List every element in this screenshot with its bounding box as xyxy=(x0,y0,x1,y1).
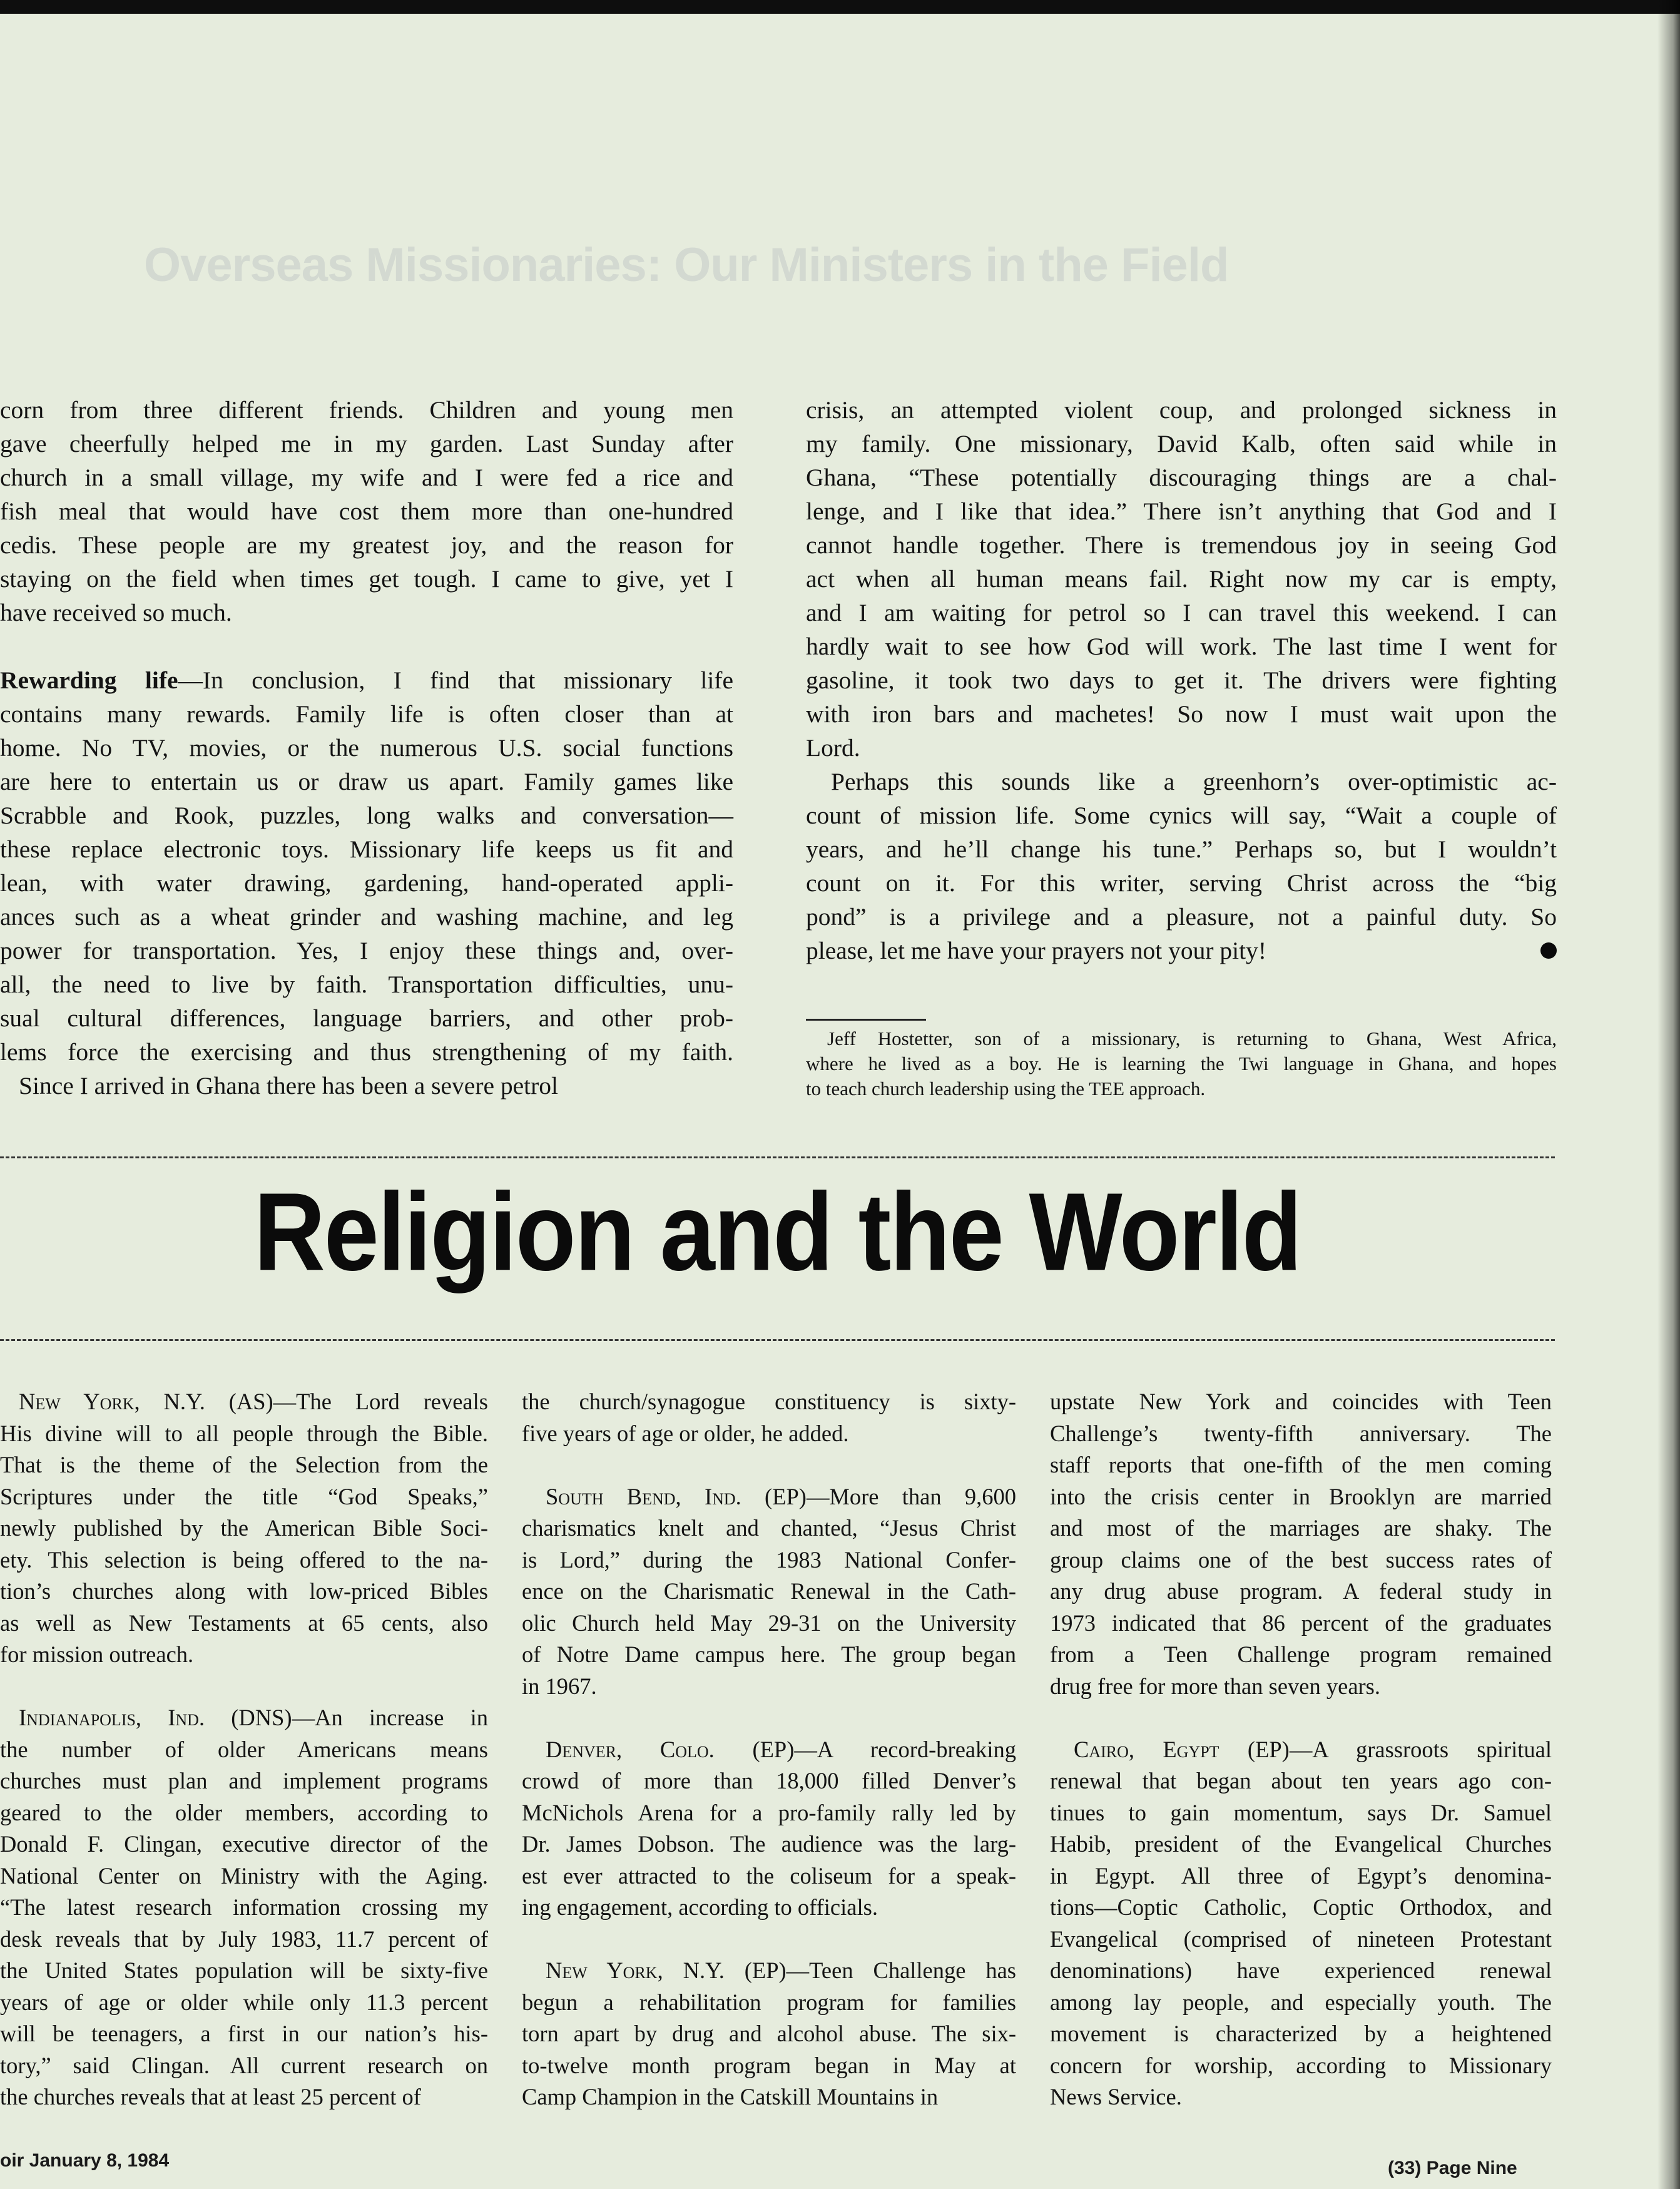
article-column-1 xyxy=(0,393,733,1103)
text-line: Challenge’s twenty-fifth anniversary. The xyxy=(1050,1420,1552,1446)
text-line: ence on the Charismatic Renewal in the Cath- xyxy=(522,1578,1016,1604)
author-bio xyxy=(806,1026,1557,1101)
text-line: have received so much. xyxy=(0,599,232,626)
text-line: all, the need to live by faith. Transportation difficulties, unu- xyxy=(0,971,733,998)
text-line: newly published by the American Bible Soci- xyxy=(0,1515,488,1541)
text-line: group claims one of the best success rates of xyxy=(1050,1546,1552,1573)
text-line: Donald F. Clingan, executive director of the xyxy=(0,1831,488,1857)
text-line: Scriptures under the title “God Speaks,” xyxy=(0,1483,488,1509)
text-line: Indianapolis, Ind. (DNS)—An increase in xyxy=(19,1705,488,1730)
text-line: 1973 indicated that 86 percent of the graduates xyxy=(1050,1610,1552,1636)
text-line: renewal that began about ten years ago con- xyxy=(1050,1768,1552,1794)
text-line xyxy=(522,1449,1016,1481)
text-line: into the crisis center in Brooklyn are married xyxy=(1050,1483,1552,1509)
bio-line: where he lived as a boy. He is learning the Twi language in Ghana, and hopes xyxy=(806,1053,1557,1074)
text-line: and I am waiting for petrol so I can travel this weekend. I can xyxy=(806,599,1557,626)
text-line: desk reveals that by July 1983, 11.7 percent of xyxy=(0,1926,488,1952)
text-line: in 1967. xyxy=(522,1673,597,1699)
text-line: “The latest research information crossing my xyxy=(0,1894,488,1920)
text-line: for mission outreach. xyxy=(0,1641,194,1667)
text-line: denominations) have experienced renewal xyxy=(1050,1957,1552,1983)
section-title: Religion and the World xyxy=(253,1170,1301,1294)
text-line: power for transportation. Yes, I enjoy these things and, over- xyxy=(0,937,733,964)
text-line: years, and he’ll change his tune.” Perhaps so, but I wouldn’t xyxy=(806,835,1557,863)
text-line: church in a small village, my wife and I were fed a rice and xyxy=(0,464,733,491)
text-line: concern for worship, according to Missionary xyxy=(1050,2052,1552,2078)
text-line: years of age or older while only 11.3 percent xyxy=(0,1989,488,2015)
text-line: with iron bars and machetes! So now I must wait upon the xyxy=(806,700,1557,728)
text-line xyxy=(522,1702,1016,1734)
text-line: Cairo, Egypt (EP)—A grassroots spiritual xyxy=(1074,1736,1552,1762)
text-line: hardly wait to see how God will work. The last time I went for xyxy=(806,633,1557,660)
text-line: cedis. These people are my greatest joy, and the reason for xyxy=(0,531,733,559)
text-line: home. No TV, movies, or the numerous U.S. social functions xyxy=(0,734,733,762)
text-line: to-twelve month program began in May at xyxy=(522,2052,1016,2078)
text-line: movement is characterized by a heightened xyxy=(1050,2021,1552,2046)
text-line: these replace electronic toys. Missionary life keeps us fit and xyxy=(0,835,733,863)
text-line: lenge, and I like that idea.” There isn’t anything that God and I xyxy=(806,498,1557,525)
text-line: begun a rehabilitation program for families xyxy=(522,1989,1016,2015)
news-column-3 xyxy=(1050,1386,1552,2113)
scan-right-edge xyxy=(1657,0,1680,2189)
text-line: est ever attracted to the coliseum for a speak- xyxy=(522,1862,1016,1889)
text-line: as well as New Testaments at 65 cents, also xyxy=(0,1610,488,1636)
text-line xyxy=(1050,1702,1552,1734)
text-line: Perhaps this sounds like a greenhorn’s over-optimistic ac- xyxy=(831,768,1557,795)
text-line: Habib, president of the Evangelical Churches xyxy=(1050,1831,1552,1857)
text-line: please, let me have your prayers not your pity! xyxy=(806,934,1557,967)
scan-top-edge xyxy=(0,0,1680,14)
text-line: pond” is a privilege and a pleasure, not a painful duty. So xyxy=(806,903,1557,931)
text-line: act when all human means fail. Right now my car is empty, xyxy=(806,565,1557,593)
text-line: Dr. James Dobson. The audience was the larg- xyxy=(522,1831,1016,1857)
text-line: fish meal that would have cost them more than one-hundred xyxy=(0,498,733,525)
text-line xyxy=(0,630,733,663)
text-line: the United States population will be sixty-five xyxy=(0,1957,488,1983)
bleed-through-header: Overseas Missionaries: Our Ministers in the Field xyxy=(144,238,1229,292)
text-line xyxy=(0,1671,488,1703)
text-line: New York, N.Y. (EP)—Teen Challenge has xyxy=(546,1957,1017,1983)
text-line: five years of age or older, he added. xyxy=(522,1420,849,1446)
text-line: Evangelical (comprised of nineteen Protestant xyxy=(1050,1926,1552,1952)
text-line: gasoline, it took two days to get it. The drivers were fighting xyxy=(806,666,1557,694)
text-line: tions—Coptic Catholic, Coptic Orthodox, and xyxy=(1050,1894,1552,1920)
text-line: staying on the field when times get tough. I came to give, yet I xyxy=(0,565,733,593)
section-divider-top xyxy=(0,1156,1555,1158)
text-line xyxy=(522,1924,1016,1956)
text-line: from a Teen Challenge program remained xyxy=(1050,1641,1552,1667)
news-column-1 xyxy=(0,1386,488,2113)
text-line: Scrabble and Rook, puzzles, long walks and conversation— xyxy=(0,802,733,829)
text-line: will be teenagers, a first in our nation’s his- xyxy=(0,2021,488,2046)
text-line: gave cheerfully helped me in my garden. Last Sunday after xyxy=(0,430,733,457)
text-line: tion’s churches along with low-priced Bibles xyxy=(0,1578,488,1604)
text-line: geared to the older members, according to xyxy=(0,1799,488,1825)
news-column-2 xyxy=(522,1386,1016,2113)
text-line: charismatics knelt and chanted, “Jesus Christ xyxy=(522,1515,1016,1541)
text-line: sual cultural differences, language barriers, and other prob- xyxy=(0,1004,733,1032)
text-line: cannot handle together. There is tremendous joy in seeing God xyxy=(806,531,1557,559)
text-line: count of mission life. Some cynics will say, “Wait a couple of xyxy=(806,802,1557,829)
text-line: That is the theme of the Selection from the xyxy=(0,1452,488,1477)
text-line: ety. This selection is being offered to the na- xyxy=(0,1546,488,1573)
text-line: ing engagement, according to officials. xyxy=(522,1894,878,1920)
text-line: Camp Champion in the Catskill Mountains in xyxy=(522,2084,939,2110)
text-line: and most of the marriages are shaky. The xyxy=(1050,1515,1552,1541)
text-line: Ghana, “These potentially discouraging things are a chal- xyxy=(806,464,1557,491)
bio-line: Jeff Hostetter, son of a missionary, is returning to Ghana, West Africa, xyxy=(827,1028,1557,1049)
text-line: lean, with water drawing, gardening, hand-operated appli- xyxy=(0,869,733,897)
text-line: olic Church held May 29-31 on the University xyxy=(522,1610,1016,1636)
text-line: crisis, an attempted violent coup, and prolonged sickness in xyxy=(806,396,1557,424)
text-line: of Notre Dame campus here. The group began xyxy=(522,1641,1016,1667)
text-line: Denver, Colo. (EP)—A record-breaking xyxy=(546,1736,1016,1762)
text-line: tinues to gain momentum, says Dr. Samuel xyxy=(1050,1799,1552,1825)
end-mark-icon xyxy=(1540,942,1557,959)
bio-divider xyxy=(806,1019,926,1021)
footer-page-number: (33) Page Nine xyxy=(1388,2158,1517,2178)
text-line: the church/synagogue constituency is sixty- xyxy=(522,1389,1016,1414)
text-line: lems force the exercising and thus strengthening of my faith. xyxy=(0,1038,733,1066)
text-line: Rewarding life—In conclusion, I find that missionary life xyxy=(0,666,733,694)
text-line: New York, N.Y. (AS)—The Lord reveals xyxy=(19,1389,488,1414)
text-line: contains many rewards. Family life is often closer than at xyxy=(0,700,733,728)
text-line: corn from three different friends. Children and young men xyxy=(0,396,733,424)
bio-line: to teach church leadership using the TEE approach. xyxy=(806,1078,1206,1100)
text-line: is Lord,” during the 1983 National Confer- xyxy=(522,1546,1016,1573)
text-line: South Bend, Ind. (EP)—More than 9,600 xyxy=(546,1483,1016,1509)
text-line: among lay people, and especially youth. The xyxy=(1050,1989,1552,2015)
text-line: McNichols Arena for a pro-family rally led by xyxy=(522,1799,1016,1825)
text-line: His divine will to all people through the Bible. xyxy=(0,1420,488,1446)
text-line: Since I arrived in Ghana there has been a severe petrol xyxy=(19,1072,559,1100)
text-line: National Center on Ministry with the Aging. xyxy=(0,1862,488,1889)
text-line: Lord. xyxy=(806,734,860,762)
text-line: my family. One missionary, David Kalb, often said while in xyxy=(806,430,1557,457)
text-line: ances such as a wheat grinder and washing machine, and leg xyxy=(0,903,733,931)
text-line: tory,” said Clingan. All current research on xyxy=(0,2052,488,2078)
text-line: count on it. For this writer, serving Christ across the “big xyxy=(806,869,1557,897)
text-line: staff reports that one-fifth of the men coming xyxy=(1050,1452,1552,1477)
text-line: News Service. xyxy=(1050,2084,1182,2110)
text-line: torn apart by drug and alcohol abuse. The six- xyxy=(522,2021,1016,2046)
article-column-2 xyxy=(806,393,1557,967)
text-line: upstate New York and coincides with Teen xyxy=(1050,1389,1552,1414)
section-divider-bottom xyxy=(0,1339,1555,1341)
text-line: crowd of more than 18,000 filled Denver’s xyxy=(522,1768,1016,1794)
text-line: drug free for more than seven years. xyxy=(1050,1673,1381,1699)
text-line: are here to entertain us or draw us apart. Family games like xyxy=(0,768,733,795)
text-line: in Egypt. All three of Egypt’s denomina- xyxy=(1050,1862,1552,1889)
text-line: churches must plan and implement programs xyxy=(0,1768,488,1794)
text-line: the number of older Americans means xyxy=(0,1736,488,1762)
text-line: any drug abuse program. A federal study in xyxy=(1050,1578,1552,1604)
footer-date: oir January 8, 1984 xyxy=(0,2150,170,2171)
text-line: the churches reveals that at least 25 percent of xyxy=(0,2084,421,2110)
